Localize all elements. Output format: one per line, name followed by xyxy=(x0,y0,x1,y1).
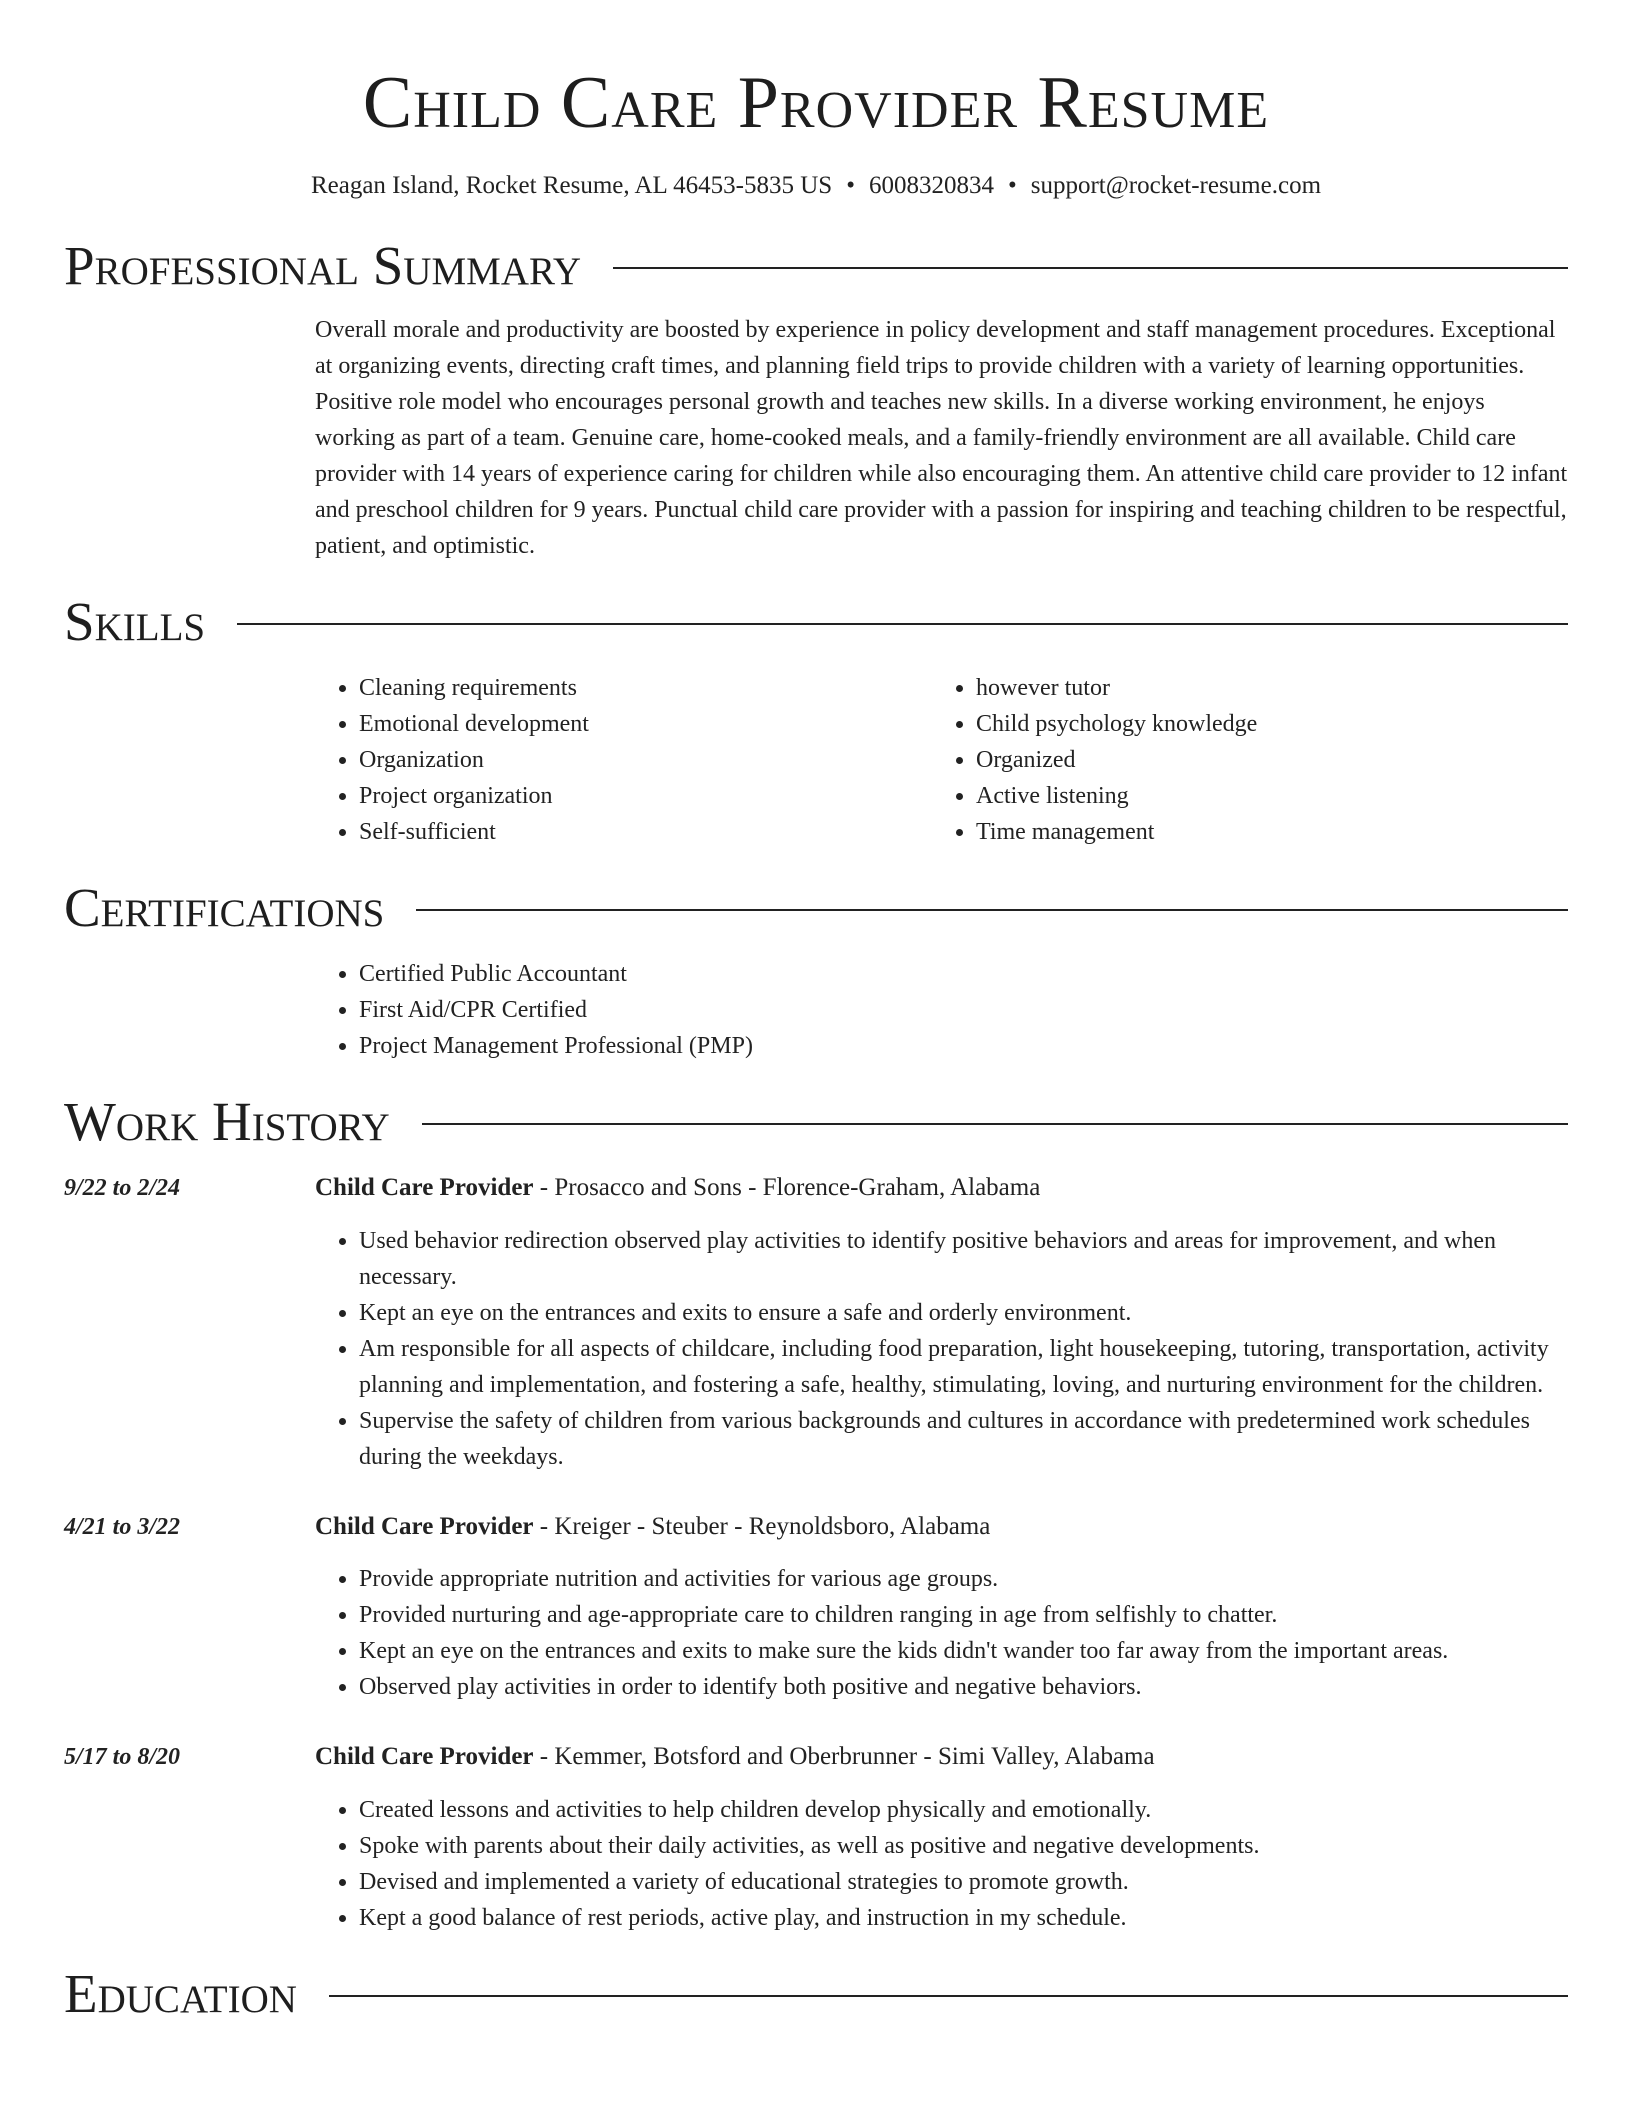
page-title: Child Care Provider Resume xyxy=(362,62,1270,144)
job-details: - Kreiger - Steuber - Reynoldsboro, Alabama xyxy=(533,1513,991,1540)
work-history-section xyxy=(0,1090,1632,1936)
section-divider xyxy=(416,909,1568,911)
contact-address: Reagan Island, Rocket Resume, AL 46453-5835 US xyxy=(310,172,833,199)
certification-item: • First Aid/CPR Certified xyxy=(359,992,1568,1028)
job-bullet: • Kept a good balance of rest periods, active play, and instruction in my schedule. xyxy=(359,1900,1568,1936)
section-divider xyxy=(422,1123,1568,1125)
certifications-body xyxy=(315,956,1568,1064)
contact-phone: 6008320834 xyxy=(868,172,994,199)
job-dates: 4/21 to 3/22 xyxy=(64,1514,181,1540)
job-details: - Prosacco and Sons - Florence-Graham, Alabama xyxy=(533,1174,1041,1201)
skill-item: • Cleaning requirements xyxy=(359,670,932,706)
contact-email: support@rocket-resume.com xyxy=(1030,172,1322,199)
job-bullet: • Provide appropriate nutrition and activities for various age groups. xyxy=(359,1561,1568,1597)
summary-heading: Professional Summary xyxy=(64,235,582,296)
skills-column-right xyxy=(932,670,1549,850)
job-entry xyxy=(0,1170,1632,1475)
work-history-heading: Work History xyxy=(64,1091,390,1152)
skills-grid xyxy=(315,670,1568,850)
job-bullet: • Kept an eye on the entrances and exits to ensure a safe and orderly environment. xyxy=(359,1295,1568,1331)
job-heading xyxy=(315,1739,1155,1775)
job-bullet: • Used behavior redirection observed play activities to identify positive behaviors and areas for improvement, and when necessary. xyxy=(359,1223,1568,1295)
skills-section xyxy=(0,590,1632,850)
contact-separator: • xyxy=(846,172,855,199)
job-dates: 5/17 to 8/20 xyxy=(64,1744,181,1770)
education-section xyxy=(0,1962,1632,2026)
job-role: Child Care Provider xyxy=(315,1743,534,1770)
certification-item: • Certified Public Accountant xyxy=(359,956,1568,992)
job-role: Child Care Provider xyxy=(315,1174,534,1201)
skill-item: • Time management xyxy=(976,814,1549,850)
job-entry xyxy=(0,1739,1632,1936)
job-entry xyxy=(0,1509,1632,1705)
skill-item: • however tutor xyxy=(976,670,1549,706)
job-bullet: • Devised and implemented a variety of educational strategies to promote growth. xyxy=(359,1864,1568,1900)
skills-column-left xyxy=(315,670,932,850)
summary-text: Overall morale and productivity are boosted by experience in policy development and staff management procedures. Exceptional at organizing events, directing craft times, and planning field trips to provide children with a variety of learning opportunities. Positive role model who encourages personal growth and teaches new skills. In a diverse working environment, he enjoys working as part of a team. Genuine care, home-cooked meals, and a family-friendly environment are all available. Child care provider with 14 years of experience caring for children while also encouraging them. An attentive child care provider to 12 infant and preschool children for 9 years. Punctual child care provider with a passion for inspiring and teaching children to be respectful, patient, and optimistic. xyxy=(315,317,1568,559)
job-bullet: • Observed play activities in order to identify both positive and negative behaviors. xyxy=(359,1669,1568,1705)
job-bullet: • Spoke with parents about their daily activities, as well as positive and negative developments. xyxy=(359,1828,1568,1864)
job-heading xyxy=(315,1509,990,1545)
job-details: - Kemmer, Botsford and Oberbrunner - Simi Valley, Alabama xyxy=(533,1743,1155,1770)
job-heading xyxy=(315,1170,1040,1206)
contact-separator: • xyxy=(1007,172,1017,199)
certifications-heading: Certifications xyxy=(64,877,385,938)
section-divider xyxy=(237,623,1568,625)
section-divider xyxy=(329,1995,1568,1997)
skills-header xyxy=(0,590,1632,654)
work-history-header xyxy=(0,1090,1632,1154)
contact-line xyxy=(0,170,1632,202)
job-bullet: • Created lessons and activities to help children develop physically and emotionally. xyxy=(359,1792,1568,1828)
skill-item: • Organized xyxy=(976,742,1549,778)
job-bullet: • Kept an eye on the entrances and exits to make sure the kids didn't wander too far away from the important areas. xyxy=(359,1633,1568,1669)
job-role: Child Care Provider xyxy=(315,1513,534,1540)
certifications-section xyxy=(0,876,1632,1064)
skill-item: • Child psychology knowledge xyxy=(976,706,1549,742)
skill-item: • Self-sufficient xyxy=(359,814,932,850)
education-heading: Education xyxy=(64,1963,297,2024)
section-divider xyxy=(613,267,1568,269)
summary-section xyxy=(0,234,1632,564)
summary-body xyxy=(315,312,1568,564)
skills-heading: Skills xyxy=(64,591,206,652)
skill-item: • Active listening xyxy=(976,778,1549,814)
summary-header xyxy=(0,234,1632,298)
skill-item: • Emotional development xyxy=(359,706,932,742)
job-bullet: • Supervise the safety of children from various backgrounds and cultures in accordance with predetermined work schedules during the weekdays. xyxy=(359,1403,1568,1475)
job-bullet: • Am responsible for all aspects of childcare, including food preparation, light housekeeping, tutoring, transportation, activity planning and implementation, and fostering a safe, healthy, stimulating, loving, and nurturing environment for the children. xyxy=(359,1331,1568,1403)
job-bullet: • Provided nurturing and age-appropriate care to children ranging in age from selfishly to chatter. xyxy=(359,1597,1568,1633)
certification-item: • Project Management Professional (PMP) xyxy=(359,1028,1568,1064)
skill-item: • Project organization xyxy=(359,778,932,814)
skill-item: • Organization xyxy=(359,742,932,778)
education-header xyxy=(0,1962,1632,2026)
job-dates: 9/22 to 2/24 xyxy=(64,1175,181,1201)
certifications-header xyxy=(0,876,1632,940)
